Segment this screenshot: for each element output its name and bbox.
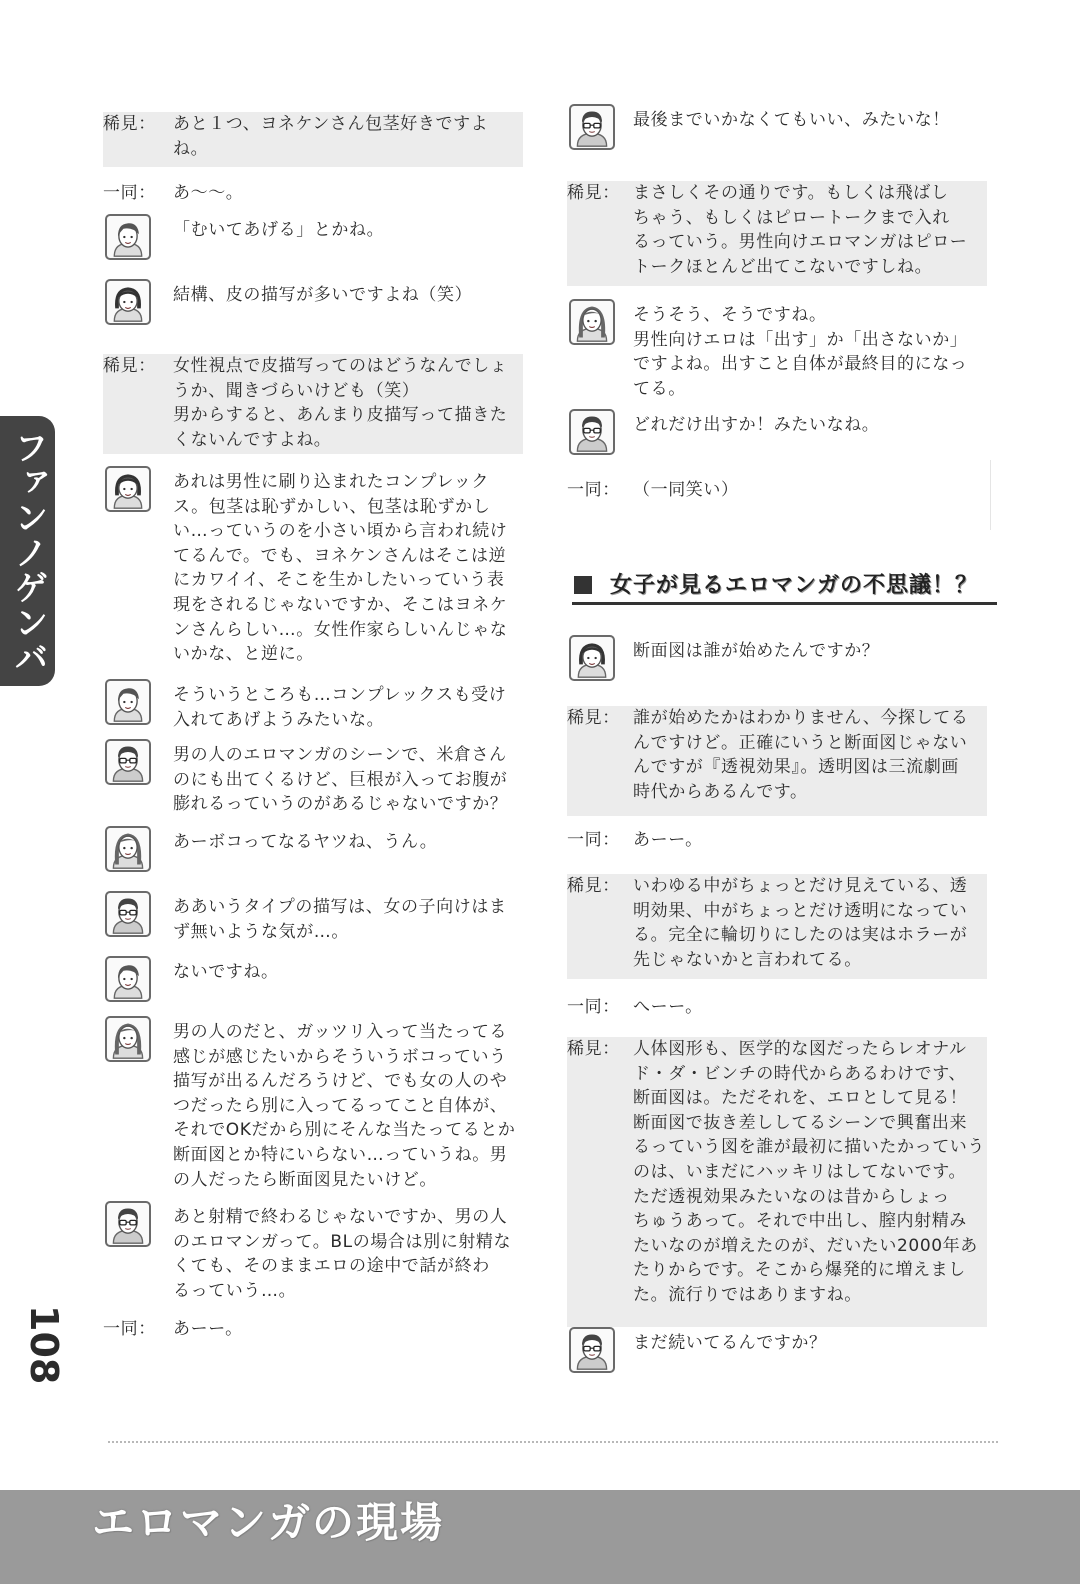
dialogue-text: あと射精で終わるじゃないですか、男の人 のエロマンガって。BLの場合は別に射精な くても、そのままエロの途中で話が終わ るっていう…。 [173, 1207, 512, 1301]
dialogue-text: 「むいてあげる」とかね。 [173, 220, 385, 240]
speaker-label: 稀見： [103, 114, 156, 134]
dialogue-text: 人体図形も、医学的な図だったらレオナル ド・ダ・ビンチの時代からあるわけです、 断面図は。ただそれを、エロとして見る！ 断面図で抜き差ししてるシーンで興奮出来 るっていう図を誰が最初に描いたかっていう のは、いまだにハッキリはしてないです。 ただ透視効果みたいなのは昔からしょっ ちゅうあって。それで中出し、膣内射精み たいなのが増えたのが、だいたい2000年あ たりからです。そこから爆発的に増えまし た。流行りではありますね。 [633, 1039, 985, 1305]
woman-short-hair-icon [105, 214, 151, 260]
speaker-label: 一同： [103, 183, 156, 203]
woman-long-hair-icon [105, 826, 151, 872]
dialogue-avatar-line [567, 108, 987, 158]
dialogue-avatar-line [103, 960, 523, 1010]
dialogue-text: 女性視点で皮描写ってのはどうなんでしょ うか、聞きづらいけども（笑） 男からすると、あんまり皮描写って描きた くないんですよね。 [173, 356, 508, 450]
dialogue-line [567, 995, 987, 1020]
man-glasses-icon [569, 104, 615, 150]
woman-short-hair-icon [105, 956, 151, 1002]
side-tab-label: ファンノゲンバ [8, 430, 48, 675]
dialogue-text: あーー。 [173, 1319, 243, 1339]
speaker-label: 一同： [567, 997, 620, 1017]
dialogue-text: あーー。 [633, 830, 703, 850]
dialogue-text: 最後までいかなくてもいい、みたいな！ [633, 110, 950, 130]
speaker-label: 稀見： [567, 876, 620, 896]
speaker-label: 一同： [567, 480, 620, 500]
section-title: 女子が見るエロマンガの不思議！？ [610, 573, 979, 598]
dialogue-text: あ〜〜。 [173, 183, 244, 203]
dialogue-avatar-line [103, 218, 523, 268]
dialogue-line [567, 874, 987, 979]
dialogue-line [567, 181, 987, 286]
dialogue-text: まだ続いてるんですか？ [633, 1333, 827, 1353]
dialogue-line [567, 828, 987, 853]
divider [990, 460, 991, 530]
speaker-label: 稀見： [103, 356, 156, 376]
dialogue-avatar-line [103, 683, 523, 733]
woman-long-hair-icon [569, 299, 615, 345]
speaker-label: 一同： [103, 1319, 156, 1339]
woman-bob-hair-icon [569, 635, 615, 681]
dialogue-avatar-line [103, 830, 523, 880]
dialogue-avatar-line [103, 470, 523, 667]
man-glasses-icon [569, 1327, 615, 1373]
dialogue-text: あーボコってなるヤツね、うん。 [173, 832, 438, 852]
dialogue-line [103, 1317, 523, 1342]
dialogue-text: どれだけ出すか！みたいなね。 [633, 415, 880, 435]
dialogue-avatar-line [103, 895, 523, 945]
dialogue-avatar-line [567, 303, 987, 401]
dialogue-avatar-line [567, 1331, 987, 1381]
dialogue-line [103, 181, 523, 206]
page-number: 108 [22, 1305, 66, 1385]
dialogue-text: （一同笑い） [633, 480, 739, 500]
dialogue-text: ないですね。 [173, 962, 279, 982]
dialogue-line [103, 354, 523, 454]
dotted-divider [108, 1441, 998, 1443]
dialogue-avatar-line [103, 743, 523, 817]
footer-title: エロマンガの現場 [92, 1498, 445, 1547]
dialogue-avatar-line [567, 413, 987, 463]
dialogue-text: へーー。 [633, 997, 703, 1017]
section-heading [572, 566, 997, 606]
speaker-label: 稀見： [567, 183, 620, 203]
woman-bob-hair-icon [105, 279, 151, 325]
dialogue-line [103, 112, 523, 167]
square-bullet-icon [574, 576, 592, 594]
dialogue-avatar-line [103, 1020, 523, 1192]
dialogue-avatar-line [103, 283, 523, 333]
woman-short-hair-icon [105, 679, 151, 725]
man-glasses-icon [105, 891, 151, 937]
section-rule [572, 602, 997, 605]
man-glasses-icon [105, 739, 151, 785]
speaker-label: 稀見： [567, 708, 620, 728]
dialogue-text: あと１つ、ヨネケンさん包茎好きですよ ね。 [173, 114, 489, 159]
dialogue-text: 男の人のエロマンガのシーンで、米倉さん のにも出てくるけど、巨根が入ってお腹が 膨れるっていうのがあるじゃないですか？ [173, 745, 508, 815]
woman-long-hair-icon [105, 1016, 151, 1062]
man-glasses-icon [105, 1201, 151, 1247]
dialogue-text: そういうところも…コンプレックスも受け 入れてあげようみたいな。 [173, 685, 507, 730]
dialogue-text: 結構、皮の描写が多いですよね（笑） [173, 285, 473, 305]
dialogue-text: そうそう、そうですね。 男性向けエロは「出す」か「出さないか」 ですよね。出すこと自体が最終目的になっ てる。 [633, 305, 968, 399]
woman-bob-hair-icon [105, 466, 151, 512]
dialogue-text: あれは男性に刷り込まれたコンプレック ス。包茎は恥ずかしい、包茎は恥ずかし い…っていうのを小さい頃から言われ続け てるんで。でも、ヨネケンさんはそこは逆 にカワイイ、そこを生かしたいっていう表 現をされるじゃないですか、そこはヨネケ ンさんらしい…。女性作家らしいんじゃな いかな、と逆に。 [173, 472, 508, 665]
dialogue-line [567, 1037, 987, 1327]
dialogue-avatar-line [103, 1205, 523, 1303]
dialogue-text: まさしくその通りです。もしくは飛ばし ちゃう、もしくはピロートークまで入れ るっていう。男性向けエロマンガはピロー トークほとんど出てこないですしね。 [633, 183, 968, 277]
dialogue-line [567, 706, 987, 816]
dialogue-avatar-line [567, 639, 987, 689]
dialogue-text: 男の人のだと、ガッツリ入って当たってる 感じが感じたいからそういうボコっていう 描写が出るんだろうけど、でも女の人のや つだったら別に入ってるってこと自体が、 それでOKだから別にそんな当たってるとか 断面図とか特にいらない…っていうね。男 の人だったら断面図見たいけど。 [173, 1022, 516, 1190]
dialogue-text: 断面図は誰が始めたんですか？ [633, 641, 880, 661]
dialogue-text: ああいうタイプの描写は、女の子向けはま ず無いような気が…。 [173, 897, 507, 942]
dialogue-text: いわゆる中がちょっとだけ見えている、透 明効果、中がちょっとだけ透明になってい る。完全に輪切りにしたのは実はホラーが 先じゃないかと言われてる。 [633, 876, 968, 970]
dialogue-text: 誰が始めたかはわかりません、今探してる んですけど。正確にいうと断面図じゃない んですが『透視効果』。透明図は三流劇画 時代からあるんです。 [633, 708, 969, 802]
speaker-label: 一同： [567, 830, 620, 850]
speaker-label: 稀見： [567, 1039, 620, 1059]
dialogue-line [567, 478, 987, 503]
man-glasses-icon [569, 409, 615, 455]
